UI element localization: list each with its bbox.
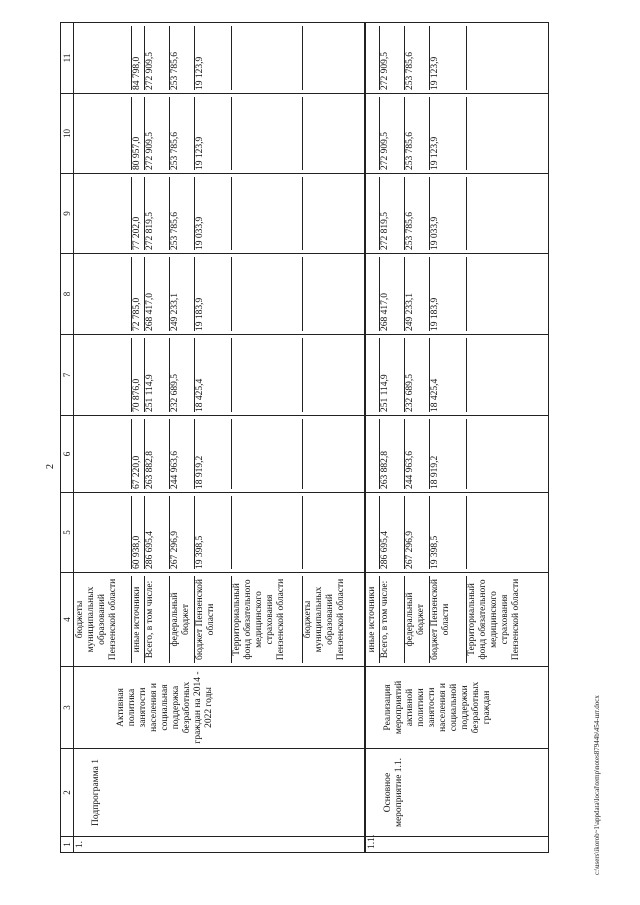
- source-label: Территориальный фонд обязательного медицинского страхования Пензенской области: [231, 576, 302, 663]
- section2-col11: [365, 23, 549, 94]
- value-cell: 253 785,6: [169, 26, 194, 90]
- value-cell: 77 202,0: [131, 177, 144, 250]
- section2-name: Основное мероприятие 1.1.: [365, 749, 549, 837]
- value-cell: 72 785,0: [131, 257, 144, 331]
- value-cell: 272 909,5: [379, 26, 404, 90]
- value-cell: 286 695,4: [379, 496, 404, 569]
- value-cell: 244 963,6: [404, 419, 429, 489]
- value-cell: 232 689,5: [169, 338, 194, 412]
- value-cell: 19 123,9: [429, 26, 466, 90]
- section2-col8: [365, 254, 549, 335]
- value-cell: 286 695,4: [144, 496, 169, 569]
- section2-row: [365, 23, 549, 853]
- section1-col10: [74, 94, 366, 174]
- value-cell: 249 233,1: [404, 257, 429, 331]
- value-cell: 19 033,9: [429, 177, 466, 250]
- value-cell: 19 123,9: [194, 26, 231, 90]
- col-header: 4: [61, 573, 74, 667]
- source-label: Территориальный фонд обязательного медицинского страхования Пензенской области: [466, 576, 547, 663]
- section2-col6: [365, 416, 549, 493]
- col-header: 8: [61, 254, 74, 335]
- value-cell: 267 296,9: [169, 496, 194, 569]
- col-header: 1: [61, 837, 74, 853]
- section2-col9: [365, 174, 549, 254]
- section1-col11: [74, 23, 366, 94]
- section2-col10: [365, 94, 549, 174]
- footer-file-path: c:\users\ikorob~1\appdata\local\temp\notes87944b\454-шт.docx: [593, 695, 601, 875]
- value-cell: 18 919,2: [194, 419, 231, 489]
- value-cell: 18 425,4: [194, 338, 231, 412]
- section2-col7: [365, 335, 549, 416]
- value-cell: 19 183,9: [194, 257, 231, 331]
- section1-row: [74, 23, 366, 853]
- section1-col9: [74, 174, 366, 254]
- value-cell: 19 183,9: [429, 257, 466, 331]
- budget-table: [60, 22, 549, 853]
- source-label: бюджет Пензенской области: [194, 576, 231, 663]
- value-cell: 249 233,1: [169, 257, 194, 331]
- value-cell: 272 909,5: [144, 26, 169, 90]
- value-cell: 253 785,6: [169, 97, 194, 170]
- section2-col5: [365, 493, 549, 573]
- value-cell: 70 876,0: [131, 338, 144, 412]
- value-cell: 18 425,4: [429, 338, 466, 412]
- source-label: Всего, в том числе:: [144, 576, 169, 663]
- value-cell: 18 919,2: [429, 419, 466, 489]
- value-cell: 19 123,9: [194, 97, 231, 170]
- source-label: иные источники: [367, 586, 377, 653]
- value-cell: 19 033,9: [194, 177, 231, 250]
- section2-sources: [365, 573, 549, 667]
- value-cell: 263 882,8: [379, 419, 404, 489]
- value-cell: 272 909,5: [144, 97, 169, 170]
- section1-col7: [74, 335, 366, 416]
- value-cell: 272 909,5: [379, 97, 404, 170]
- value-cell: 253 785,6: [404, 97, 429, 170]
- source-label: бюджет Пензенской области: [429, 576, 466, 663]
- section1-col5: [74, 493, 366, 573]
- header-row: [61, 23, 74, 853]
- value-cell: 251 114,9: [144, 338, 169, 412]
- value-cell: 19 123,9: [429, 97, 466, 170]
- value-cell: 80 957,0: [131, 97, 144, 170]
- value-cell: 244 963,6: [169, 419, 194, 489]
- section1-responsible: Активная политика занятости населения и социальная поддержка безработных граждан на 2014 - 2022 годы: [74, 667, 366, 749]
- col-header: 2: [61, 749, 74, 837]
- value-cell: 272 819,5: [144, 177, 169, 250]
- col-header: 5: [61, 493, 74, 573]
- value-cell: 268 417,0: [144, 257, 169, 331]
- source-label: федеральный бюджет: [404, 576, 429, 663]
- value-cell: 268 417,0: [379, 257, 404, 331]
- col-header: 7: [61, 335, 74, 416]
- value-cell: 19 398,5: [194, 496, 231, 569]
- section1-col8: [74, 254, 366, 335]
- value-cell: 84 798,0: [131, 26, 144, 90]
- value-cell: 67 220,0: [131, 419, 144, 489]
- source-label: Всего, в том числе:: [379, 576, 404, 663]
- value-cell: 19 398,5: [429, 496, 466, 569]
- value-cell: 232 689,5: [404, 338, 429, 412]
- section1-name: Подпрограмма 1: [74, 749, 366, 837]
- col-header: 10: [61, 94, 74, 174]
- source-label: бюджеты муниципальных образований Пензенской области: [302, 576, 363, 663]
- section1-number: 1.: [74, 837, 366, 853]
- source-label: иные источники: [131, 576, 144, 663]
- section1-sources: [74, 573, 366, 667]
- col-header: 3: [61, 667, 74, 749]
- value-cell: 253 785,6: [404, 26, 429, 90]
- section2-responsible: Реализация мероприятий активной политики занятости населения и социальной поддержки безработных граждан: [365, 667, 549, 749]
- col-header: 9: [61, 174, 74, 254]
- value-cell: 272 819,5: [379, 177, 404, 250]
- col-header: 6: [61, 416, 74, 493]
- value-cell: 253 785,6: [169, 177, 194, 250]
- page-number: 2: [45, 464, 56, 469]
- value-cell: 251 114,9: [379, 338, 404, 412]
- col-header: 11: [61, 23, 74, 94]
- section2-number: 1.1.: [365, 837, 549, 853]
- value-cell: 267 296,9: [404, 496, 429, 569]
- continued-source-label: бюджеты муниципальных образований Пензенской области: [75, 578, 118, 661]
- value-cell: 60 938,0: [131, 496, 144, 569]
- value-cell: 263 882,8: [144, 419, 169, 489]
- source-label: федеральный бюджет: [169, 576, 194, 663]
- section1-col6: [74, 416, 366, 493]
- value-cell: 253 785,6: [404, 177, 429, 250]
